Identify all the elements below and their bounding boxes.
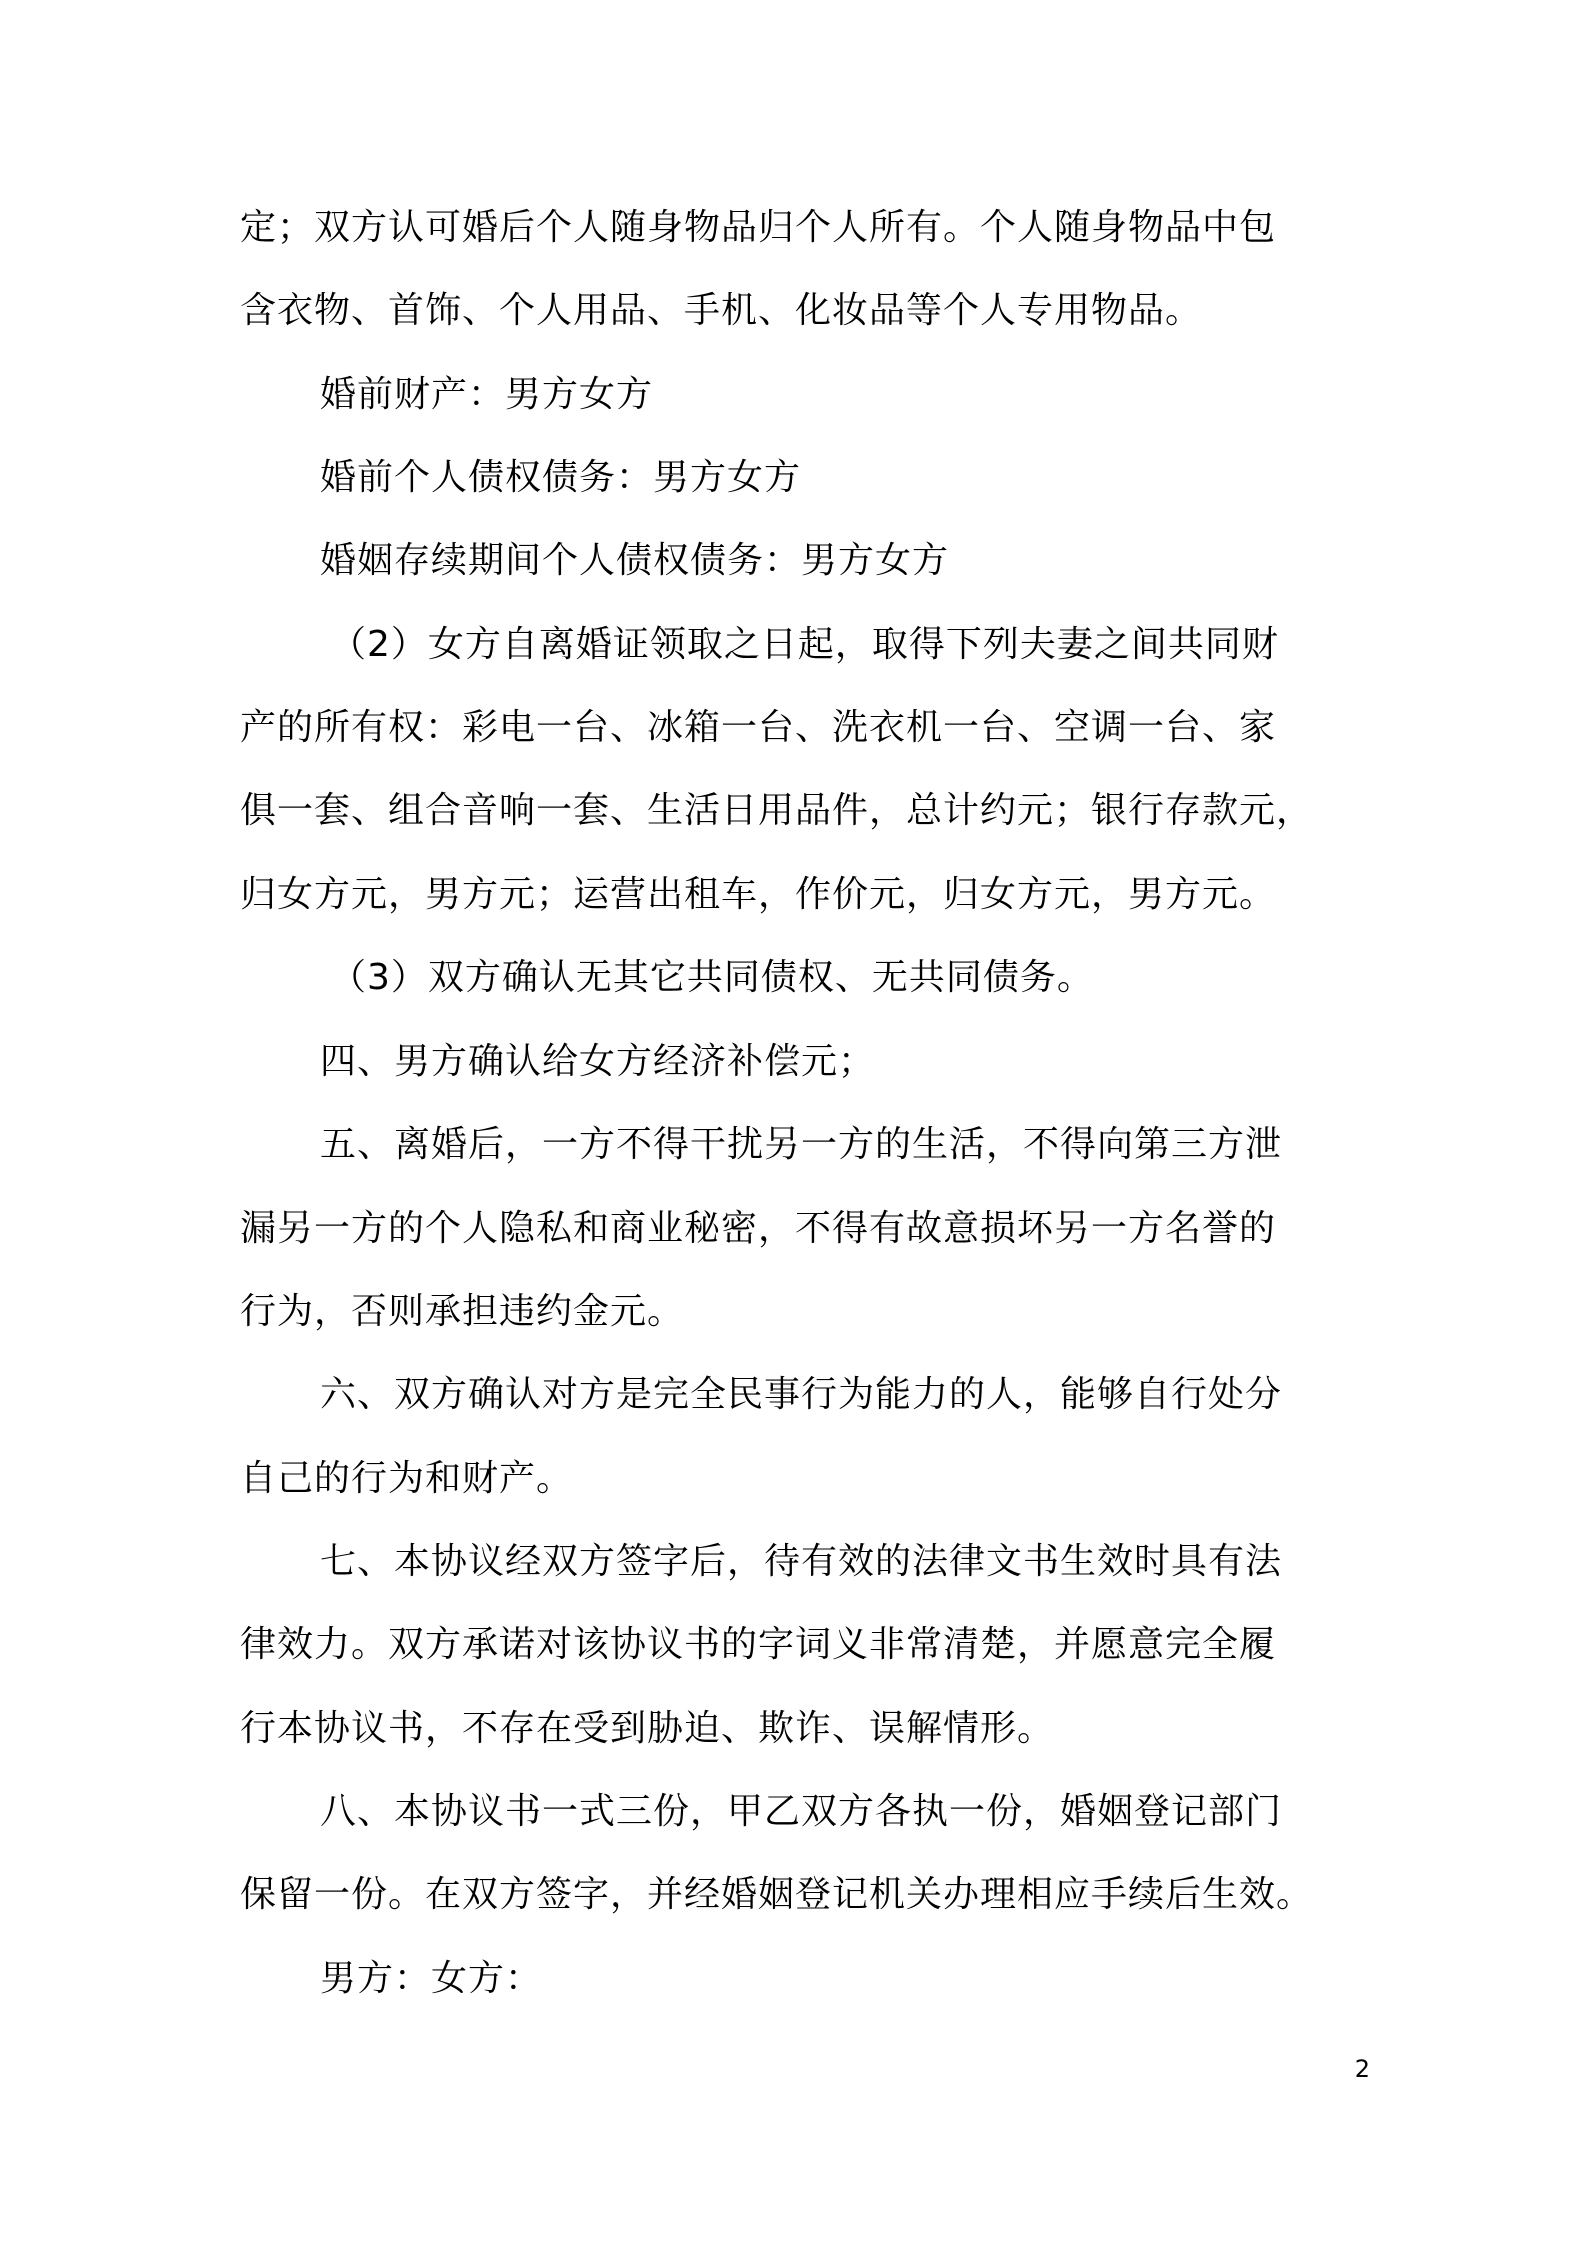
text-line: 定；双方认可婚后个人随身物品归个人所有。个人随身物品中包 — [240, 207, 1277, 248]
page-number: 2 — [1354, 2055, 1370, 2083]
text-line: 四、男方确认给女方经济补偿元； — [320, 1041, 876, 1082]
text-line: 俱一套、组合音响一套、生活日用品件，总计约元；银行存款元， — [240, 790, 1314, 831]
text-line: 含衣物、首饰、个人用品、手机、化妆品等个人专用物品。 — [240, 290, 1203, 331]
text-line: 律效力。双方承诺对该协议书的字词义非常清楚，并愿意完全履 — [240, 1624, 1277, 1665]
text-line: 行本协议书，不存在受到胁迫、欺诈、误解情形。 — [240, 1708, 1055, 1749]
text-line: 漏另一方的个人隐私和商业秘密，不得有故意损坏另一方名誉的 — [240, 1208, 1277, 1249]
text-line: （3）双方确认无其它共同债权、无共同债务。 — [330, 957, 1094, 998]
text-line: 八、本协议书一式三份，甲乙双方各执一份，婚姻登记部门 — [320, 1791, 1283, 1832]
text-line: （2）女方自离婚证领取之日起，取得下列夫妻之间共同财 — [330, 624, 1279, 665]
text-line: 归女方元，男方元；运营出租车，作价元，归女方元，男方元。 — [240, 874, 1277, 915]
text-line: 自己的行为和财产。 — [240, 1458, 574, 1499]
text-line: 六、双方确认对方是完全民事行为能力的人，能够自行处分 — [320, 1374, 1283, 1415]
text-line: 行为，否则承担违约金元。 — [240, 1291, 685, 1332]
text-line: 产的所有权：彩电一台、冰箱一台、洗衣机一台、空调一台、家 — [240, 707, 1277, 748]
text-line: 婚前个人债权债务：男方女方 — [320, 457, 802, 498]
text-line: 五、离婚后，一方不得干扰另一方的生活，不得向第三方泄 — [320, 1124, 1283, 1165]
text-line: 七、本协议经双方签字后，待有效的法律文书生效时具有法 — [320, 1541, 1283, 1582]
text-line: 婚前财产：男方女方 — [320, 374, 654, 415]
signature-line: 男方：女方： — [320, 1958, 543, 1999]
text-line: 保留一份。在双方签字，并经婚姻登记机关办理相应手续后生效。 — [240, 1874, 1314, 1915]
text-line: 婚姻存续期间个人债权债务：男方女方 — [320, 540, 950, 581]
